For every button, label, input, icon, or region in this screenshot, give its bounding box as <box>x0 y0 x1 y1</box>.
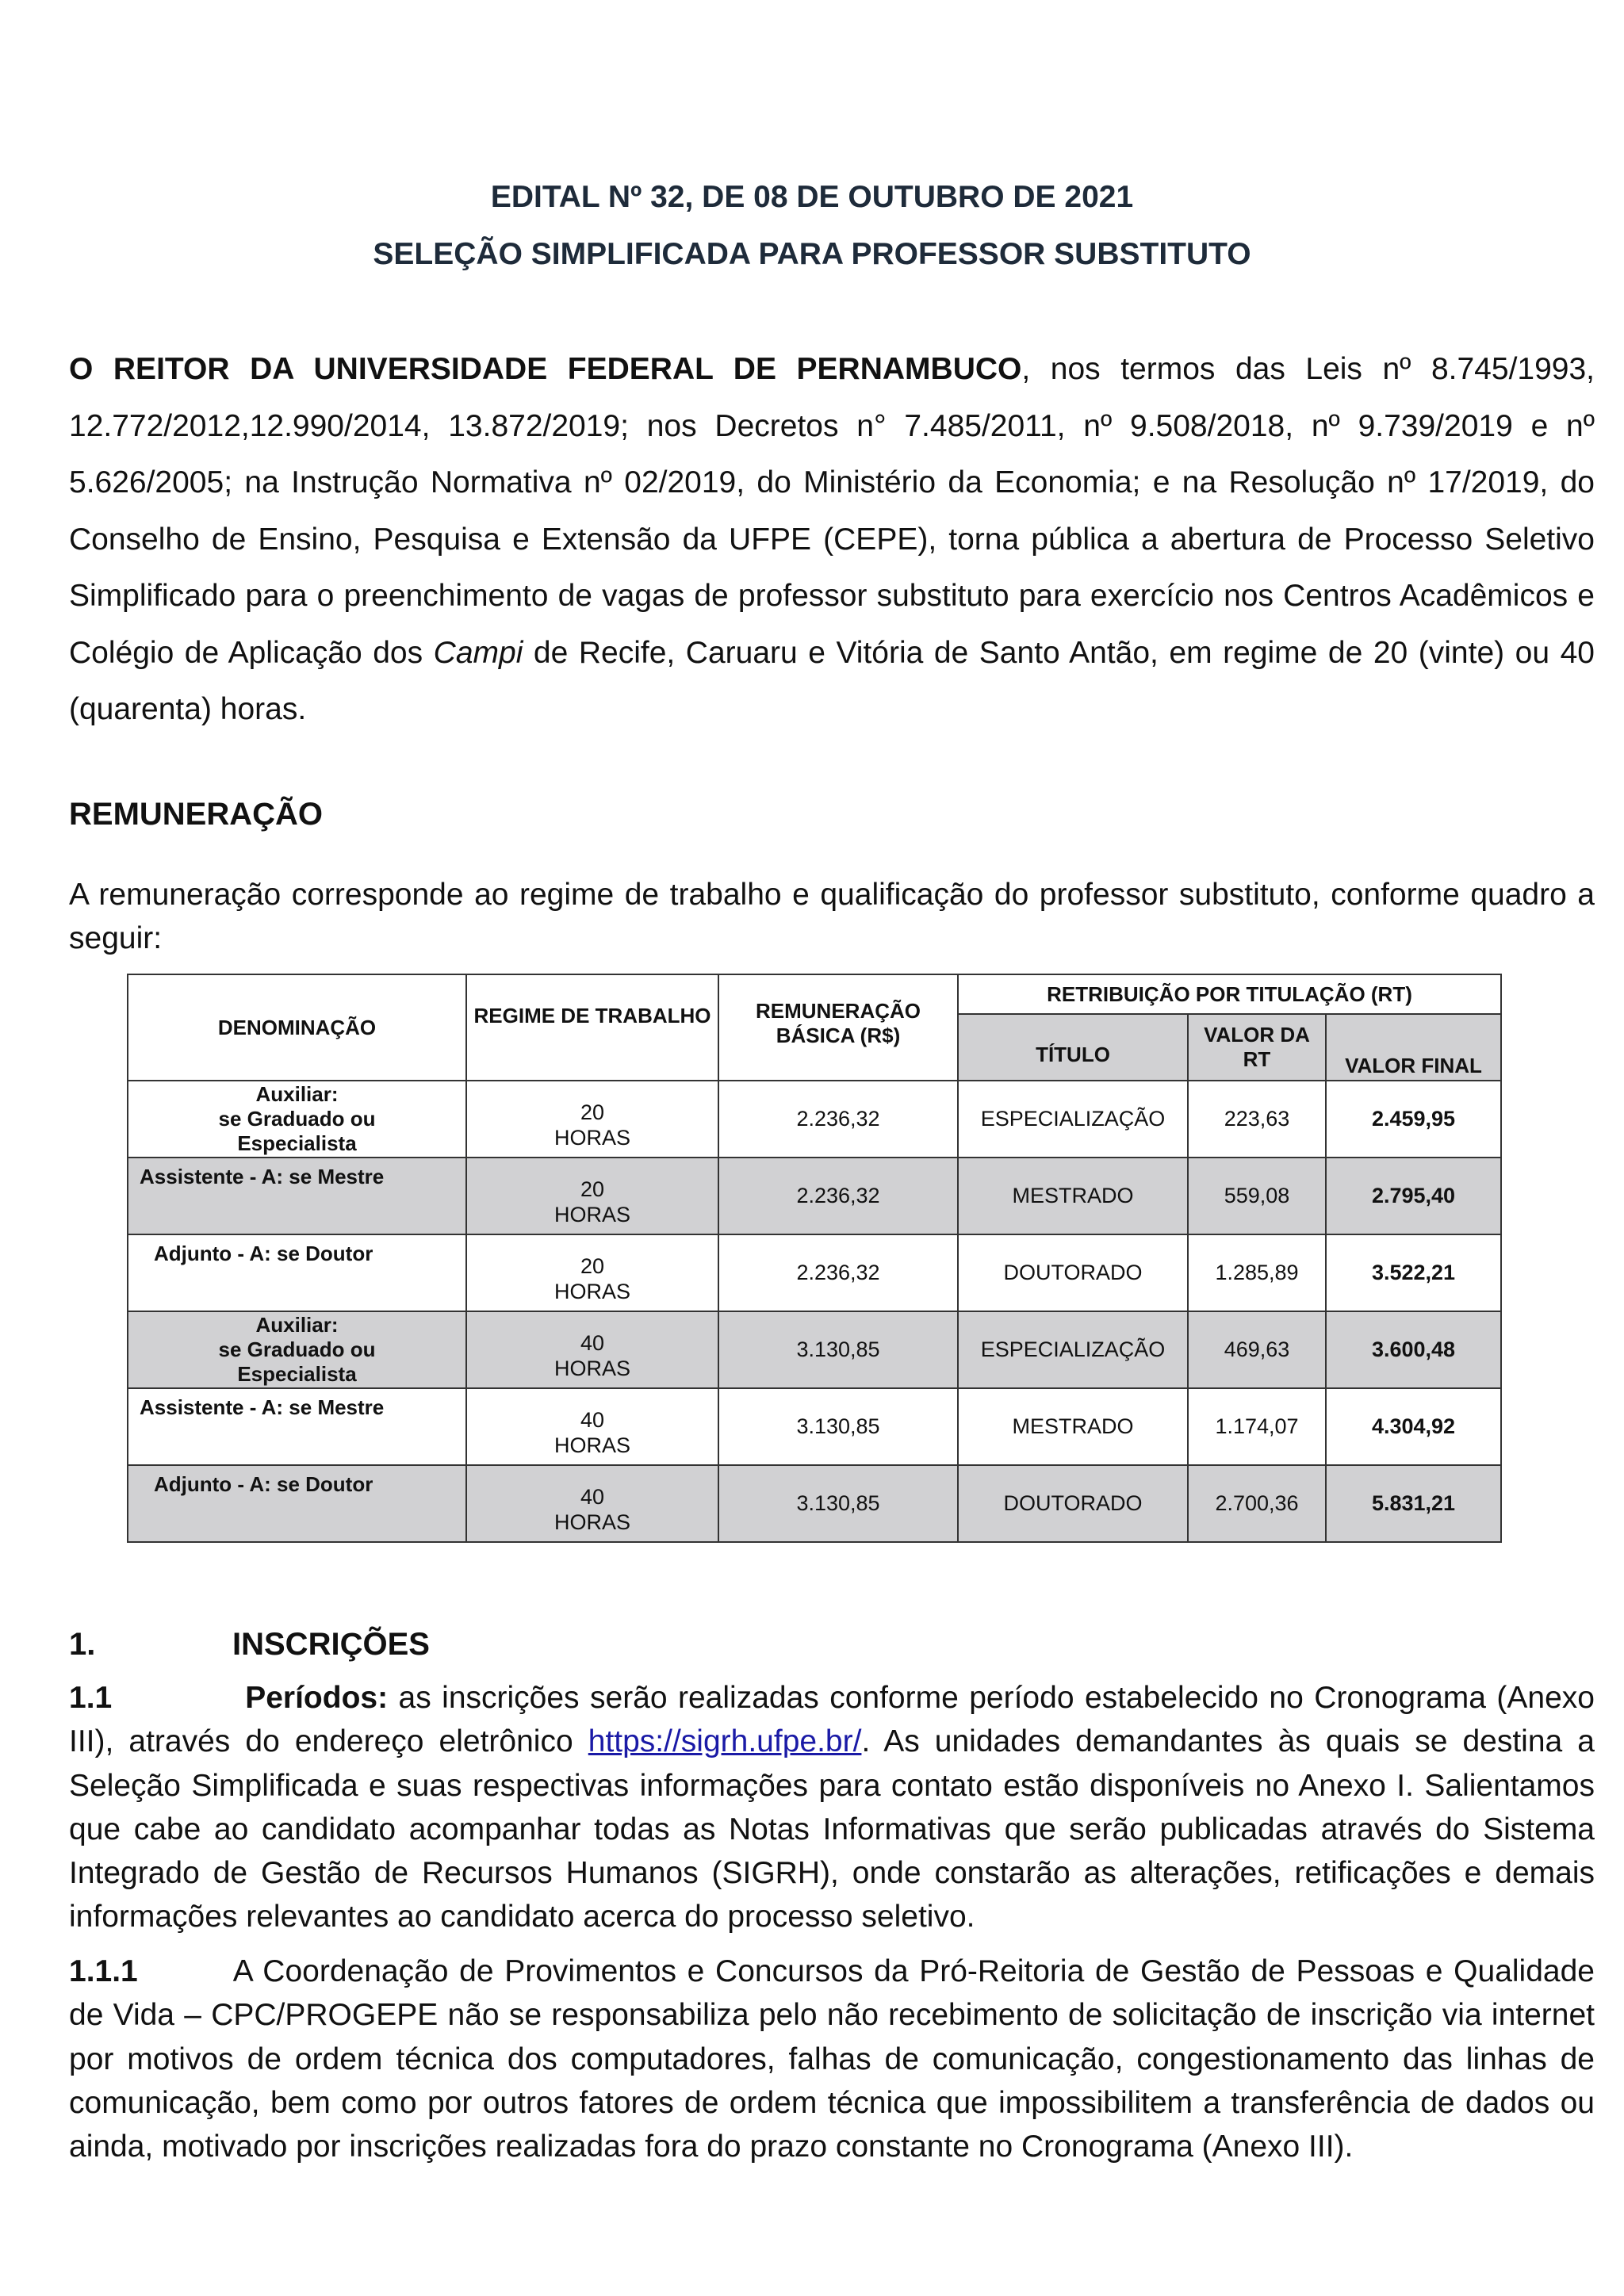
cell-valor-rt: 1.174,07 <box>1188 1388 1326 1465</box>
cell-basica: 2.236,32 <box>718 1158 958 1234</box>
cell-denominacao: Assistente - A: se Mestre <box>128 1158 466 1234</box>
cell-valor-final: 3.600,48 <box>1326 1311 1501 1388</box>
cell-regime: 40 HORAS <box>466 1388 718 1465</box>
cell-basica: 3.130,85 <box>718 1465 958 1542</box>
cell-basica: 2.236,32 <box>718 1081 958 1158</box>
cell-denominacao: Auxiliar: se Graduado ou Especialista <box>128 1081 466 1158</box>
header-regime: REGIME DE TRABALHO <box>466 974 718 1081</box>
cell-valor-final: 4.304,92 <box>1326 1388 1501 1465</box>
clause-text: A Coordenação de Provimentos e Concursos da Pró-Reitoria de Gestão de Pessoas e Qualidade de Vida – CPC/PROGEPE não se responsabiliza pelo não recebimento de solicitação de inscrição via internet por motivos de ordem técnica dos computadores, falhas de comunicação, congestionamento das linhas de comunicação, bem como por outros fatores de ordem técnica que impossibilitem a transferência de dados ou ainda, motivado por inscrições realizadas fora do prazo constante no Cronograma (Anexo III). <box>69 1954 1595 2164</box>
cell-denominacao: Adjunto - A: se Doutor <box>128 1234 466 1311</box>
cell-denominacao: Adjunto - A: se Doutor <box>128 1465 466 1542</box>
header-denominacao: DENOMINAÇÃO <box>128 974 466 1081</box>
header-rt-group: RETRIBUIÇÃO POR TITULAÇÃO (RT) <box>958 974 1501 1014</box>
clause-text: as inscrições serão realizadas conforme período estabelecido no Cronograma (Anexo III), através do endereço eletrônico <box>69 1681 1595 1759</box>
table-row <box>128 1234 1501 1311</box>
cell-valor-rt: 469,63 <box>1188 1311 1326 1388</box>
cell-regime: 40 HORAS <box>466 1465 718 1542</box>
cell-valor-final: 5.831,21 <box>1326 1465 1501 1542</box>
cell-regime: 40 HORAS <box>466 1311 718 1388</box>
cell-regime: 20 HORAS <box>466 1158 718 1234</box>
clause-number: 1.1 <box>69 1681 113 1715</box>
cell-denominacao: Assistente - A: se Mestre <box>128 1388 466 1465</box>
section-number: 1. <box>69 1627 96 1662</box>
cell-titulo: DOUTORADO <box>958 1465 1188 1542</box>
cell-valor-rt: 2.700,36 <box>1188 1465 1326 1542</box>
inscricoes-heading: INSCRIÇÕES <box>232 1627 430 1662</box>
remuneracao-heading: REMUNERAÇÃO <box>69 797 323 832</box>
cell-titulo: ESPECIALIZAÇÃO <box>958 1081 1188 1158</box>
cell-valor-final: 3.522,21 <box>1326 1234 1501 1311</box>
intro-paragraph <box>69 341 1595 738</box>
edital-title: EDITAL Nº 32, DE 08 DE OUTUBRO DE 2021 <box>490 180 1134 214</box>
cell-valor-final: 2.459,95 <box>1326 1081 1501 1158</box>
clause-number: 1.1.1 <box>69 1954 138 1988</box>
intro-italic: Campi <box>433 635 523 670</box>
cell-titulo: DOUTORADO <box>958 1234 1188 1311</box>
table-row <box>128 1311 1501 1388</box>
header-remuneracao-basica: REMUNERAÇÃO BÁSICA (R$) <box>718 974 958 1081</box>
cell-basica: 3.130,85 <box>718 1388 958 1465</box>
paragraph-1-1-1 <box>69 1950 1595 2168</box>
cell-valor-rt: 223,63 <box>1188 1081 1326 1158</box>
cell-regime: 20 HORAS <box>466 1234 718 1311</box>
intro-text-end: de Recife, Caruaru e Vitória de Santo Antão, em regime de 20 (vinte) ou 40 (quarenta) horas. <box>69 635 1595 726</box>
table-row <box>128 1388 1501 1465</box>
table-row <box>128 1158 1501 1234</box>
cell-regime: 20 HORAS <box>466 1081 718 1158</box>
cell-titulo: MESTRADO <box>958 1158 1188 1234</box>
table-row <box>128 1081 1501 1158</box>
remuneracao-text: A remuneração corresponde ao regime de trabalho e qualificação do professor substituto, conforme quadro a seguir: <box>69 878 1595 955</box>
clause-label: Períodos: <box>245 1681 389 1715</box>
header-valor-rt: VALOR DA RT <box>1188 1014 1326 1081</box>
cell-titulo: ESPECIALIZAÇÃO <box>958 1311 1188 1388</box>
cell-valor-final: 2.795,40 <box>1326 1158 1501 1234</box>
table-row <box>128 1465 1501 1542</box>
edital-subtitle: SELEÇÃO SIMPLIFICADA PARA PROFESSOR SUBSTITUTO <box>373 237 1251 271</box>
intro-text: , nos termos das Leis nº 8.745/1993, 12.772/2012,12.990/2014, 13.872/2019; nos Decretos n° 7.485/2011, nº 9.508/2018, nº 9.739/2019 e nº 5.626/2005; na Instrução Normativa nº 02/2019, do Ministério da Economia; e na Resolução nº 17/2019, do Conselho de Ensino, Pesquisa e Extensão da UFPE (CEPE), torna pública a abertura de Processo Seletivo Simplificado para o preenchimento de vagas de professor substituto para exercício nos Centros Acadêmicos e Colégio de Aplicação dos <box>69 352 1595 670</box>
header-valor-final: VALOR FINAL <box>1326 1014 1501 1081</box>
cell-valor-rt: 559,08 <box>1188 1158 1326 1234</box>
clause-text-end: . As unidades demandantes às quais se destina a Seleção Simplificada e suas respectivas informações para contato estão disponíveis no Anexo I. Salientamos que cabe ao candidato acompanhar todas as Notas Informativas que serão publicadas através do Sistema Integrado de Gestão de Recursos Humanos (SIGRH), onde constarão as alterações, retificações e demais informações relevantes ao candidato acerca do processo seletivo. <box>69 1724 1595 1934</box>
cell-basica: 3.130,85 <box>718 1311 958 1388</box>
sigrh-link[interactable]: https://sigrh.ufpe.br/ <box>588 1724 862 1759</box>
paragraph-1-1 <box>69 1676 1595 1939</box>
cell-denominacao: Auxiliar: se Graduado ou Especialista <box>128 1311 466 1388</box>
header-titulo: TÍTULO <box>958 1014 1188 1081</box>
cell-titulo: MESTRADO <box>958 1388 1188 1465</box>
cell-basica: 2.236,32 <box>718 1234 958 1311</box>
cell-valor-rt: 1.285,89 <box>1188 1234 1326 1311</box>
intro-bold-lead: O REITOR DA UNIVERSIDADE FEDERAL DE PERNAMBUCO <box>69 352 1022 386</box>
remuneracao-table <box>127 974 1502 1543</box>
